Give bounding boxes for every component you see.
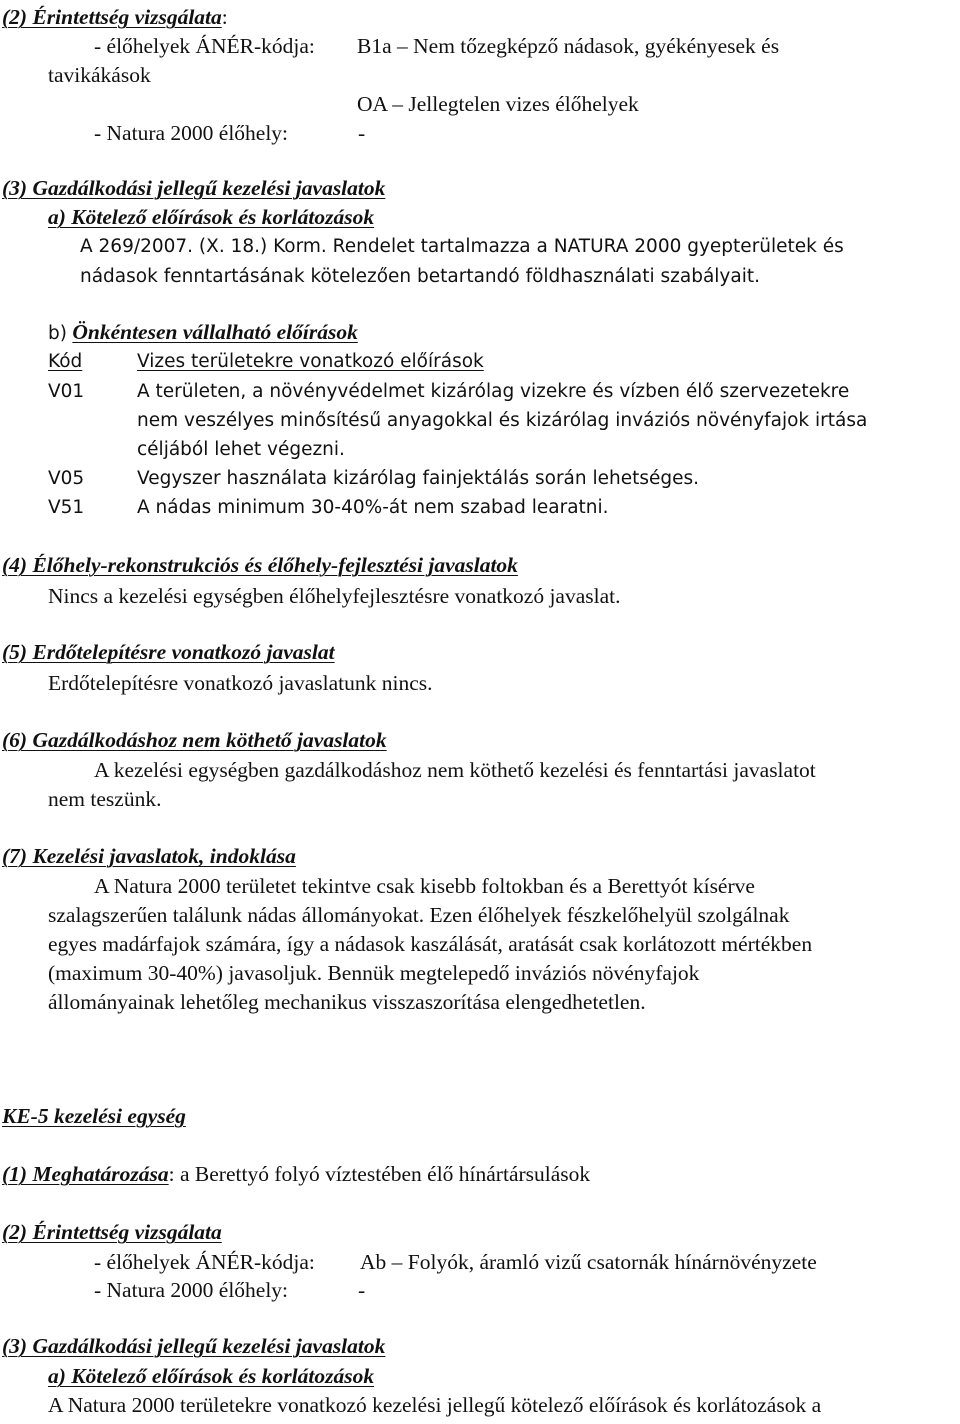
- section-6-text-1: A kezelési egységben gazdálkodáshoz nem köthető kezelési és fenntartási javaslatot: [94, 758, 816, 782]
- ke5-section-3-heading: (3) Gazdálkodási jellegű kezelési javaslatok: [2, 1334, 386, 1358]
- section-7-text: (maximum 30-40%) javasoljuk. Bennük megtelepedő inváziós növényfajok: [48, 961, 700, 985]
- section-7-text: egyes madárfajok számára, így a nádasok kaszálását, aratását csak korlátozott mértékben: [48, 932, 813, 956]
- ke5-section-3a-heading: a) Kötelező előírások és korlátozások: [48, 1364, 375, 1388]
- section-3-heading: (3) Gazdálkodási jellegű kezelési javaslatok: [2, 176, 386, 200]
- table-row-text: A területen, a növényvédelmet kizárólag vizekre és vízben élő szervezetekre: [137, 381, 850, 402]
- table-row-code: V01: [48, 381, 85, 402]
- section-3b-heading: b) Önkéntesen vállalható előírások: [48, 320, 358, 344]
- table-row-code: V51: [48, 497, 85, 518]
- table-row-text: nem veszélyes minősítésű anyagokkal és kizárólag inváziós növényfajok irtása: [137, 410, 868, 431]
- natura-value: -: [358, 121, 366, 145]
- section-6-heading: (6) Gazdálkodáshoz nem köthető javaslatok: [2, 728, 387, 752]
- ke5-natura-label: - Natura 2000 élőhely:: [94, 1278, 289, 1302]
- table-row-text: A nádas minimum 30-40%-át nem szabad learatni.: [137, 497, 609, 518]
- table-row-text: Vegyszer használata kizárólag fainjektálás során lehetséges.: [137, 468, 700, 489]
- section-7-text: szalagszerűen találunk nádas állományokat. Ezen élőhelyek fészkelőhelyül szolgálnak: [48, 903, 790, 927]
- aner-value-b1a: B1a – Nem tőzegképző nádasok, gyékényesek és: [357, 34, 780, 58]
- table-row-code: V05: [48, 468, 85, 489]
- ke5-section-2-heading: (2) Érintettség vizsgálata: [2, 1220, 222, 1244]
- ke5-title: KE-5 kezelési egység: [2, 1104, 186, 1128]
- aner-label: - élőhelyek ÁNÉR-kódja:: [94, 34, 315, 58]
- section-5-heading: (5) Erdőtelepítésre vonatkozó javaslat: [2, 640, 335, 664]
- section-7-text: állományainak lehetőleg mechanikus visszaszorítása elengedhetetlen.: [48, 990, 646, 1014]
- section-3a-text-2: nádasok fenntartásának kötelezően betartandó földhasználati szabályait.: [80, 266, 760, 287]
- section-2-heading: (2) Érintettség vizsgálata:: [2, 5, 228, 29]
- ke5-natura-value: -: [358, 1278, 366, 1302]
- ke5-section-3a-text: A Natura 2000 területekre vonatkozó kezelési jellegű kötelező előírások és korlátozások a: [48, 1393, 822, 1417]
- table-header-code: Kód: [48, 351, 83, 372]
- aner-value-b1a-cont: tavikákások: [48, 63, 151, 87]
- ke5-definition: (1) Meghatározása: a Berettyó folyó víztestében élő hínártársulások: [2, 1162, 591, 1186]
- ke5-aner-value: Ab – Folyók, áramló vizű csatornák hínárnövényzete: [360, 1250, 817, 1274]
- section-3a-text-1: A 269/2007. (X. 18.) Korm. Rendelet tartalmazza a NATURA 2000 gyepterületek és: [80, 236, 844, 257]
- section-3a-heading: a) Kötelező előírások és korlátozások: [48, 205, 375, 229]
- section-4-heading: (4) Élőhely-rekonstrukciós és élőhely-fejlesztési javaslatok: [2, 553, 518, 577]
- natura-label: - Natura 2000 élőhely:: [94, 121, 289, 145]
- ke5-aner-label: - élőhelyek ÁNÉR-kódja:: [94, 1250, 315, 1274]
- section-4-text: Nincs a kezelési egységben élőhelyfejlesztésre vonatkozó javaslat.: [48, 584, 621, 608]
- table-row-text: céljából lehet végezni.: [137, 439, 345, 460]
- section-7-heading: (7) Kezelési javaslatok, indoklása: [2, 844, 296, 868]
- table-header-desc: Vizes területekre vonatkozó előírások: [137, 351, 484, 372]
- section-5-text: Erdőtelepítésre vonatkozó javaslatunk nincs.: [48, 671, 433, 695]
- section-7-text: A Natura 2000 területet tekintve csak kisebb foltokban és a Berettyót kísérve: [94, 874, 755, 898]
- aner-value-oa: OA – Jellegtelen vizes élőhelyek: [357, 92, 639, 116]
- section-6-text-2: nem teszünk.: [48, 787, 162, 811]
